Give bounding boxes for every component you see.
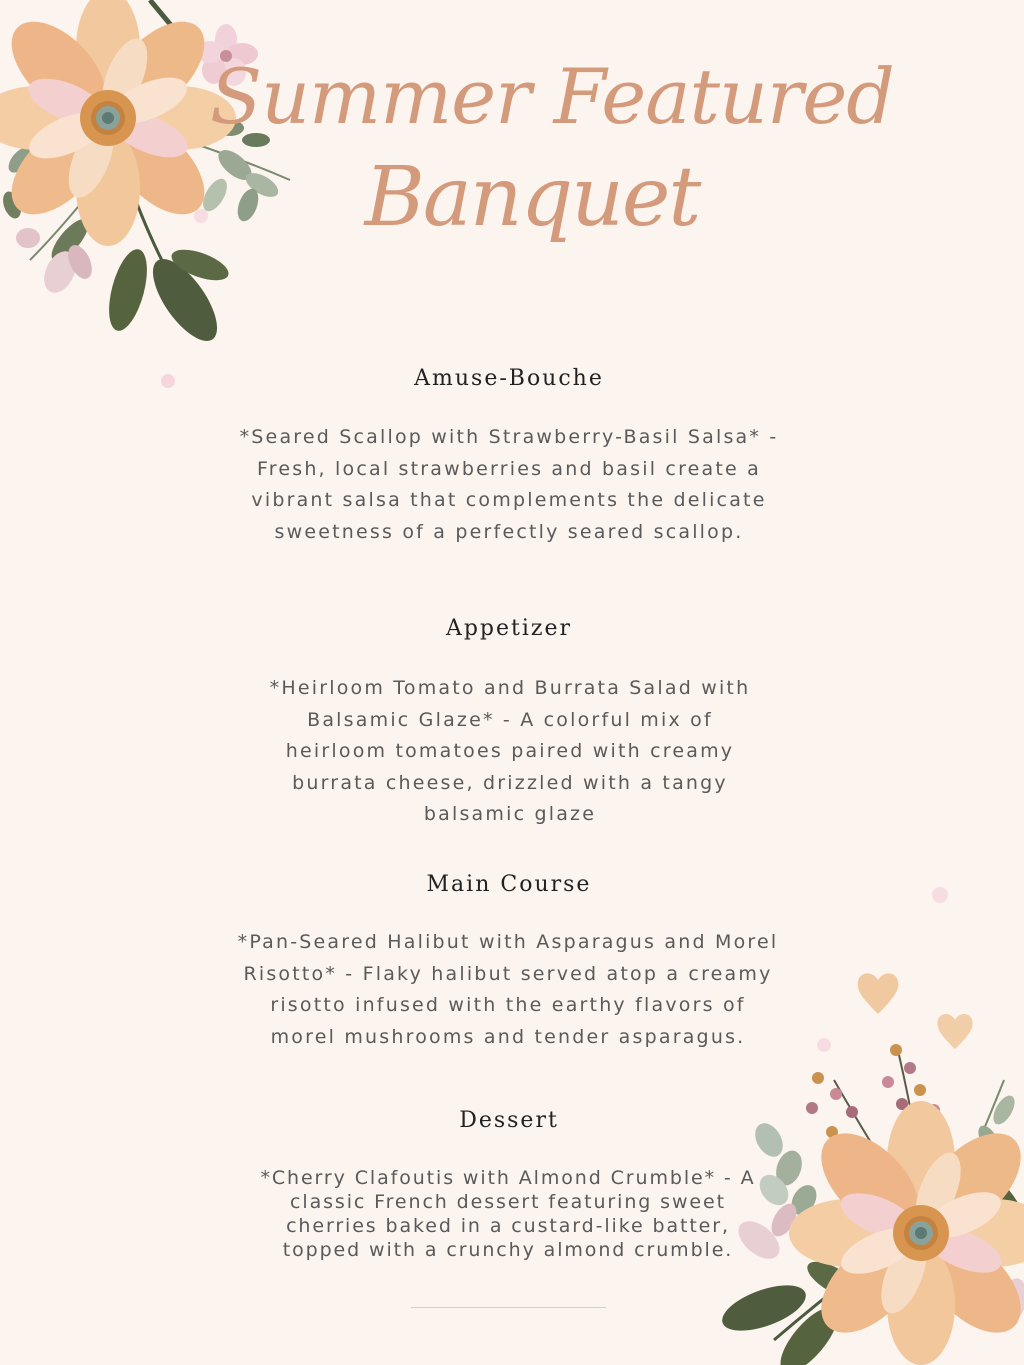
course-heading-main-course: Main Course [426, 872, 592, 897]
course-heading-appetizer: Appetizer [445, 616, 573, 641]
course-heading-amuse-bouche: Amuse-Bouche [414, 366, 604, 391]
menu-title-line1: Summer Featured [210, 52, 894, 141]
menu-title-line2: Banquet [364, 150, 700, 245]
course-description-dessert: *Cherry Clafoutis with Almond Crumble* - A classic French dessert featuring sweet cherries baked in a custard-like batter, topped with a crunchy almond crumble. [260, 1167, 756, 1261]
course-description-amuse-bouche: *Seared Scallop with Strawberry-Basil Salsa* - Fresh, local strawberries and basil create a vibrant salsa that complements the delicate sweetness of a perfectly seared scallop. [239, 426, 779, 543]
heart-icon [856, 970, 900, 1016]
footer-divider [411, 1307, 606, 1308]
course-description-main-course: *Pan-Seared Halibut with Asparagus and Morel Risotto* - Flaky halibut served atop a creamy risotto infused with the earthy flavors of morel mushrooms and tender asparagus. [237, 931, 779, 1048]
course-description-appetizer: *Heirloom Tomato and Burrata Salad with Balsamic Glaze* - A colorful mix of heirloom tomatoes paired with creamy burrata cheese, drizzled with a tangy balsamic glaze [269, 677, 751, 825]
course-heading-dessert: Dessert [459, 1108, 559, 1133]
